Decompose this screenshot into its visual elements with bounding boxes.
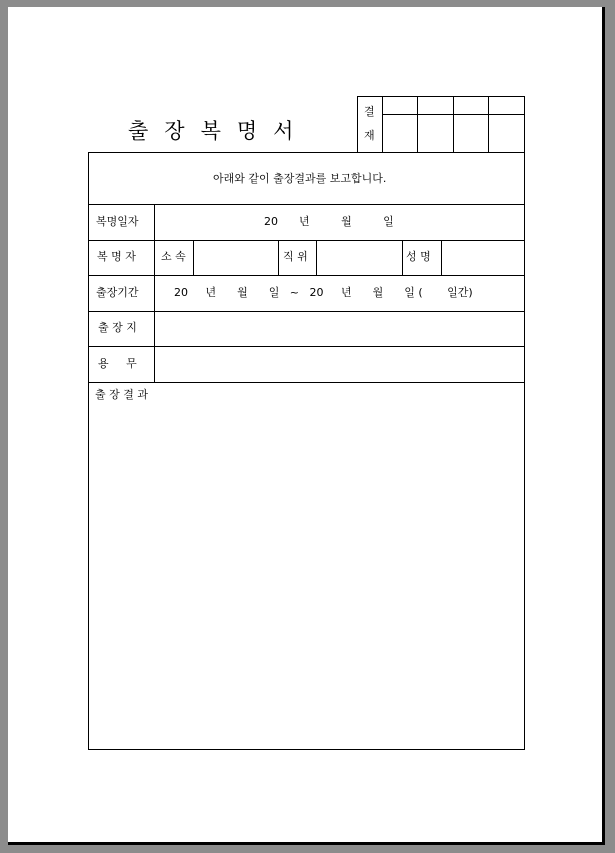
period-label: 출장기간 (96, 286, 139, 299)
approval-label-bottom: 재 (364, 129, 375, 142)
department-label: 소 속 (161, 250, 186, 263)
approval-label-top: 결 (364, 105, 375, 118)
document-title: 출장복명서 (128, 119, 310, 143)
place-label: 출 장 지 (98, 321, 137, 334)
period-value: 20 년 월 일 ~ 20 년 월 일 ( 일간) (174, 286, 473, 299)
document-page (8, 7, 605, 845)
position-label: 직 위 (283, 250, 308, 263)
name-label: 성 명 (406, 250, 431, 263)
intro-text: 아래와 같이 출장결과를 보고합니다. (213, 172, 387, 185)
reporter-label: 복 명 자 (97, 250, 136, 263)
report-date-label: 복명일자 (96, 215, 139, 228)
result-label: 출 장 결 과 (95, 388, 148, 401)
purpose-label: 용 무 (98, 357, 137, 370)
report-date-value: 20 년 월 일 (264, 215, 394, 228)
